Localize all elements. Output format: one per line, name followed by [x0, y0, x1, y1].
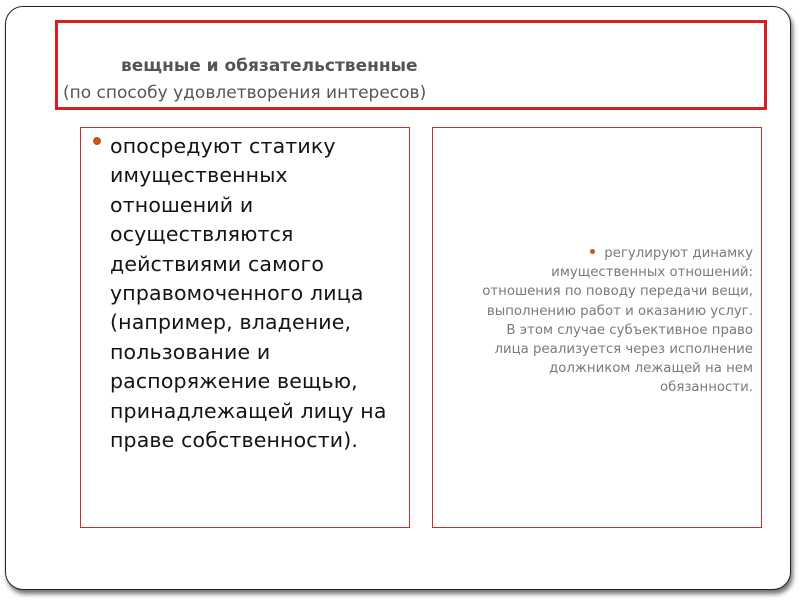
right-panel-text: регулируют динамку имущественных отношений: отношения по поводу передачи вещи, выполнению работ и оказанию услуг. В этом случае субъективное право лица реализуется через исполнение должником лежащей на нем обязанности.	[482, 246, 753, 396]
title-box	[55, 20, 767, 110]
right-panel-item	[481, 244, 753, 398]
title-main: вещные и обязательственные	[121, 56, 418, 76]
right-panel-obligation-rights	[432, 127, 762, 528]
title-subtitle: (по способу удовлетворения интересов)	[63, 83, 427, 103]
bullet-icon	[590, 249, 595, 254]
left-panel-real-rights	[80, 127, 410, 528]
bullet-icon	[93, 137, 101, 145]
left-panel-text: опосредуют статику имущественных отношений и осуществляются действиями самого управомоченного лица (например, владение, пользование и распоряжение вещью, принадлежащей лицу на праве собственности).	[110, 134, 387, 453]
